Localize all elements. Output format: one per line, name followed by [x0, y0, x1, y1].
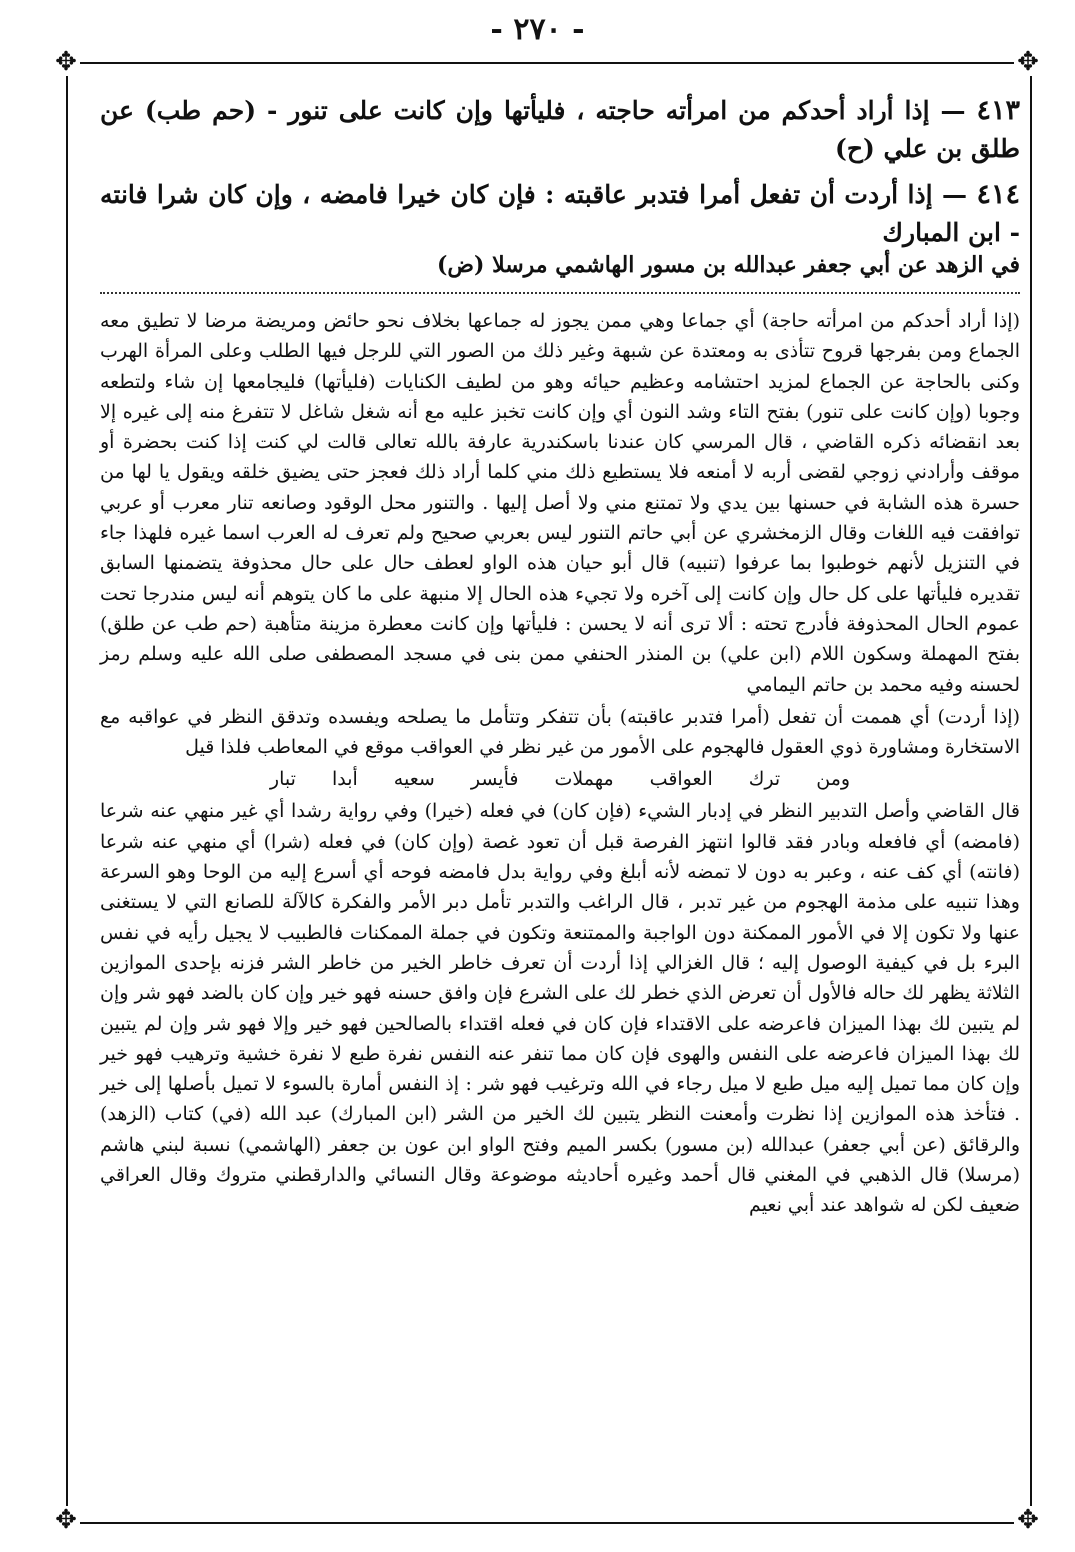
section-divider: [100, 292, 1020, 294]
hadith-source: في الزهد عن أبي جعفر عبدالله بن مسور الهاشمي مرسلا (ض): [437, 252, 1020, 278]
hadith-text: — إذا أراد أحدكم من امرأته حاجته ، فليأتها وإن كانت على تنور - (حم طب) عن طلق بن علي (ح): [100, 96, 1020, 163]
hadith-414: [100, 176, 1020, 282]
hadith-text: — إذا أردت أن تفعل أمرا فتدبر عاقبته : فإن كان خيرا فامضه ، وإن كان شرا فانته - ابن المبارك: [100, 180, 1020, 247]
hadith-number: ٤١٤: [976, 179, 1020, 210]
corner-ornament-icon: ✥: [1014, 1506, 1042, 1534]
corner-ornament-icon: ✥: [52, 48, 80, 76]
commentary-paragraph: (إذا أردت) أي هممت أن تفعل (أمرا فتدبر عاقبته) بأن تتفكر وتتأمل ما يصلحه ويفسده وتدقق النظر في عواقبه مع الاستخارة ومشاورة ذوي العقول فالهجوم على الأمور من غير نظر في العواقب موقع في المعاطب فلذا قيل: [100, 705, 1020, 759]
commentary: [100, 306, 1020, 1221]
hadith-413: [100, 92, 1020, 168]
page-content: [100, 92, 1020, 1223]
commentary-paragraph: قال القاضي وأصل التدبير النظر في إدبار الشيء (فإن كان) في فعله (خيرا) وفي رواية رشدا أي غير منهي عنه شرعا (فامضه) أي فافعله وبادر فقد قالوا انتهز الفرصة قبل أن تعود غصة (وإن كان) في فعله (شرا) أي منهي عنه شرعا (فانته) أي كف عنه ، وعبر به دون لا تمضه لأنه أبلغ وفي رواية بدل فامضه فوحه أي أسرع إليه من الوحا وهو السرعة وهذا تنبيه على مذمة الهجوم من غير تدبر ، قال الراغب والتدبر تأمل دبر الأمر والفكرة كالآلة للصانع التي لا يستغنى عنها ولا تكون إلا في الأمور الممكنة دون الواجبة والممتنعة وتكون في جملة الممكنات فالطبيب لا يجيل رأيه في نفس البرء بل في كيفية الوصول إليه ؛ قال الغزالي إذا أردت أن تعرف خاطر الخير من خاطر الشر فزنه بإحدى الموازين الثلاثة يظهر لك حاله فالأول أن تعرض الذي خطر لك على الشرع فإن وافق حسنه فهو خير وإن كان بالضد فهو شر وإن لم يتبين لك بهذا الميزان فاعرضه على الاقتداء فإن كان في فعله اقتداء بالصالحين فهو خير وإلا فهو شر وإن لم يتبين لك بهذا الميزان فاعرضه على النفس والهوى فإن كان مما تنفر عنه النفس نفرة طبع لا نفرة خشية وترهيب فهو خير وإن كان مما تميل إليه ميل طبع لا ميل رجاء في الله وترغيب فهو شر : إذ النفس أمارة بالسوء لا تميل بأصلها إلى خير . فتأخذ هذه الموازين إذا نظرت وأمعنت النظر يتبين لك الخير من الشر (ابن المبارك) عبد الله (في) كتاب (الزهد) والرقائق (عن أبي جعفر) عبدالله (بن مسور) بكسر الميم وفتح الواو ابن عون بن جعفر (الهاشمي) نسبة لبني هاشم (مرسلا) قال الذهبي في المغني قال أحمد وغيره أحاديثه موضوعة وقال النسائي والدارقطني متروك وقال العراقي ضعيف لكن له شواهد عند أبي نعيم: [100, 800, 1020, 1217]
hadith-number: ٤١٣: [976, 95, 1020, 126]
page-number: - ٢٧٠ -: [490, 12, 585, 47]
corner-ornament-icon: ✥: [52, 1506, 80, 1534]
corner-ornament-icon: ✥: [1014, 48, 1042, 76]
commentary-paragraph: (إذا أراد أحدكم من امرأته حاجة) أي جماعا وهي ممن يجوز له جماعها بخلاف نحو حائض ومريضة مرضا لا تطيق معه الجماع ومن بفرجها قروح تتأذى به ومعتدة عن شبهة وغير ذلك من الصور التي للرجل فيها الطلب وعلى المرأة الهرب وكنى بالحاجة عن الجماع لمزيد احتشامه وعظيم حيائه وهو من لطيف الكنايات (فليأتها) فليجامعها إن شاء ولتطعه وجوبا (وإن كانت على تنور) بفتح التاء وشد النون أي وإن كانت تخبز عليه مع أنه شغل شاغل لا تتفرغ منه إلى غيره إلا بعد انقضائه ذكره القاضي ، قال المرسي كان عندنا باسكندرية عارفة بالله تعالى قالت لي كنت إذا كنت بحضرة أو موقف وأرادني زوجي لقضى أربه لا أمنعه فلا يستطيع ذلك مني كلما أراد ذلك فعجز حتى يضيق خلقه ويقول يا لها من حسرة هذه الشابة في حسنها بين يدي ولا تمتنع مني ولا أصل إليها . والتنور محل الوقود وصانعه تنار معرب أو عربي توافقت فيه اللغات وقال الزمخشري عن أبي حاتم التنور ليس بعربي صحيح ولم تعرف له العرب اسما غيره فلهذا جاء في التنزيل لأنهم خوطبوا بما عرفوا (تنبيه) قال أبو حيان هذه الواو لعطف حال على حال محذوفة يتضمنها السابق تقديره فليأتها على كل حال وإن كانت إلى آخره ولا تجيء هذه الحال إلا منبهة على ما كان يتوهم أنه ليس مندرجا تحت عموم الحال المحذوفة فأدرج تحته : ألا ترى أنه لا يحسن : فليأتها وإن كانت معطرة مزينة متأهبة (حم طب عن طلق) بفتح المهملة وسكون اللام (ابن علي) بن المنذر الحنفي ممن بنى في مسجد المصطفى صلى الله عليه وسلم رمز لحسنه وفيه محمد بن حاتم اليمامي: [100, 310, 1020, 696]
poetry-verse: ومن ترك العواقب مهملات فأيسر سعيه أبدا تبار: [269, 768, 851, 791]
